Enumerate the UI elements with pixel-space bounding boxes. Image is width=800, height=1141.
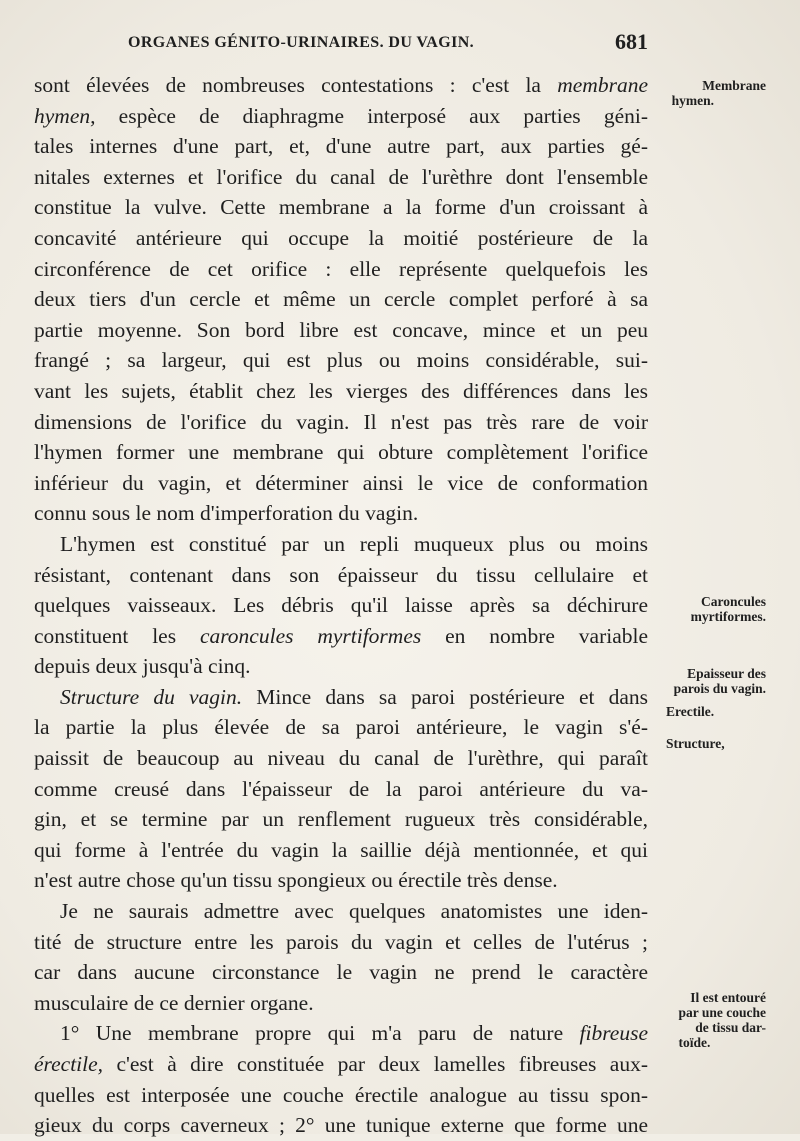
text-line: deux tiers d'un cercle et même un cercle complet perforé à sa — [34, 287, 648, 312]
section-heading: Structure du vagin. — [60, 684, 243, 709]
text-line: sont élevées de nombreuses contestations : c'est la membrane — [34, 73, 648, 97]
margin-note-epaisseur: Epaisseur des parois du vagin. — [673, 666, 766, 696]
text-line: gin, et se termine par un renflement rugueux très considérable, — [34, 807, 648, 832]
text-line: 1° Une membrane propre qui m'a paru de nature fibreuse — [60, 1021, 648, 1046]
text-line: tales internes d'une part, et, d'une autre part, aux parties gé- — [34, 134, 648, 159]
text-line: inférieur du vagin, et déterminer ainsi le vice de conformation — [34, 470, 648, 495]
text-line: L'hymen est constitué par un repli muqueux plus ou moins — [60, 531, 648, 556]
margin-note-membrane-hymen: Membrane hymen. — [671, 78, 766, 108]
text-line: car dans aucune circonstance le vagin ne prend le caractère — [34, 960, 648, 985]
text-line: résistant, contenant dans son épaisseur du tissu cellulaire et — [34, 562, 648, 587]
text-line: Structure du vagin. Mince dans sa paroi postérieure et dans — [60, 684, 648, 709]
text-line: la partie la plus élevée de sa paroi antérieure, le vagin s'é- — [34, 715, 648, 740]
text-line: l'hymen former une membrane qui obture complètement l'orifice — [34, 440, 648, 465]
text-line: gieux du corps caverneux ; 2° une tunique externe que forme une — [34, 1113, 648, 1138]
text-line: érectile, c'est à dire constituée par deux lamelles fibreuses aux- — [34, 1052, 648, 1076]
text-line: vant les sujets, établit chez les vierges des différences dans les — [34, 378, 648, 403]
margin-note-entoure: Il est entouré par une couche de tissu dar- toïde. — [678, 990, 766, 1050]
text-line: concavité antérieure qui occupe la moitié postérieure de la — [34, 225, 648, 250]
text-line: qui forme à l'entrée du vagin la saillie déjà mentionnée, et qui — [34, 837, 648, 862]
text-line: Je ne saurais admettre avec quelques anatomistes une iden- — [60, 899, 648, 924]
text-line: paissit de beaucoup au niveau du canal de l'urèthre, qui paraît — [34, 746, 648, 771]
text-line: tité de structure entre les parois du vagin et celles de l'utérus ; — [34, 929, 648, 954]
page-number: 681 — [615, 29, 648, 54]
text-line: connu sous le nom d'imperforation du vagin. — [34, 501, 419, 526]
text-line: dimensions de l'orifice du vagin. Il n'est pas très rare de voir — [34, 409, 648, 434]
body-text — [34, 70, 648, 1141]
text-line: constituent les caroncules myrtiformes en nombre variable — [34, 623, 648, 648]
text-line: quelles est interposée une couche érectile analogue au tissu spon- — [34, 1082, 648, 1107]
text-line: quelques vaisseaux. Les débris qu'il laisse après sa déchirure — [34, 593, 648, 618]
text-line: nitales externes et l'orifice du canal de l'urèthre dont l'ensemble — [34, 164, 648, 189]
text-line: circonférence de cet orifice : elle représente quelquefois les — [34, 256, 648, 281]
text-line: hymen, espèce de diaphragme interposé aux parties géni- — [34, 103, 648, 128]
margin-note-structure: Structure, — [666, 736, 725, 751]
margin-note-erectile: Erectile. — [666, 704, 715, 719]
running-head: ORGANES GÉNITO-URINAIRES. DU VAGIN. — [128, 34, 475, 51]
margin-note-caroncules: Caroncules myrtiformes. — [690, 594, 766, 624]
text-line: depuis deux jusqu'à cinq. — [34, 654, 251, 679]
text-line: n'est autre chose qu'un tissu spongieux ou érectile très dense. — [34, 868, 558, 893]
page-header — [128, 29, 648, 56]
text-line: frangé ; sa largeur, qui est plus ou moins considérable, sui- — [34, 348, 648, 373]
text-line: constitue la vulve. Cette membrane a la forme d'un croissant à — [34, 195, 648, 220]
text-line: comme creusé dans l'épaisseur de la paroi antérieure du va- — [34, 776, 648, 801]
text-line: partie moyenne. Son bord libre est concave, mince et un peu — [34, 317, 648, 342]
text-line: musculaire de ce dernier organe. — [34, 990, 314, 1015]
